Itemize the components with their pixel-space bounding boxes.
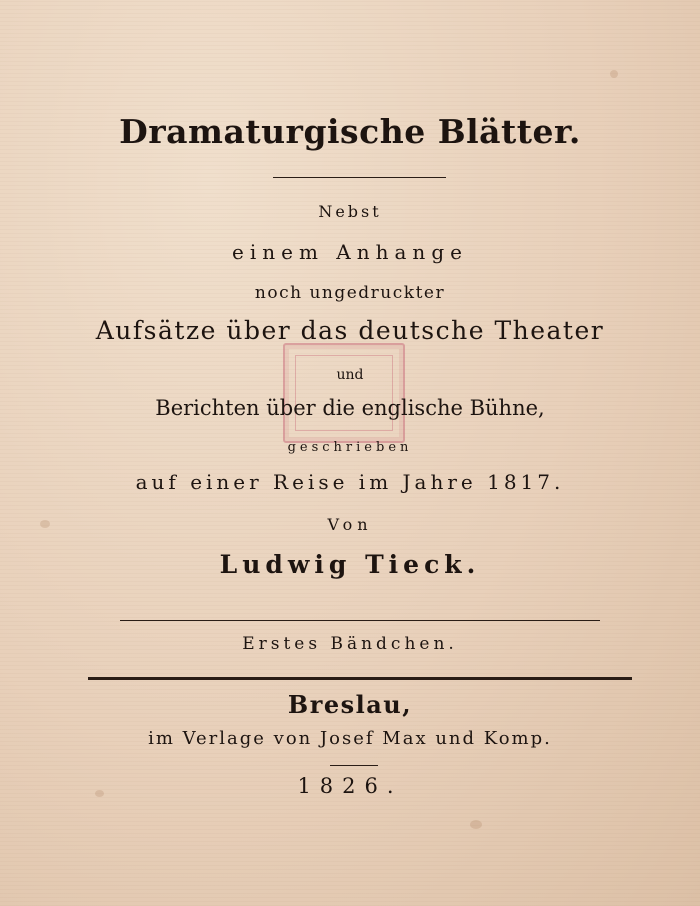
volume-rule — [120, 620, 600, 621]
title-rule — [273, 177, 446, 178]
volume-label: Erstes Bändchen. — [242, 634, 458, 654]
byline-von: Von — [327, 515, 373, 534]
subtitle-ungedruckter: noch ungedruckter — [254, 283, 446, 303]
library-stamp — [283, 343, 405, 443]
foxing-spot — [470, 820, 482, 829]
subtitle-geschrieben: geschrieben — [287, 440, 413, 455]
imprint-place: Breslau, — [287, 690, 413, 719]
subtitle-berichten: Berichten über die englische Bühne, — [155, 396, 545, 420]
book-title: Dramaturgische Blätter. — [119, 112, 581, 151]
imprint-publisher: im Verlage von Josef Max und Komp. — [148, 728, 552, 749]
author-name: Ludwig Tieck. — [219, 550, 481, 579]
subtitle-anhang: einem Anhange — [232, 240, 468, 264]
subtitle-aufsaetze: Aufsätze über das deutsche Theater — [95, 316, 605, 345]
subtitle-nebst: Nebst — [318, 202, 382, 221]
year-rule — [330, 765, 378, 766]
imprint-rule — [88, 677, 632, 680]
foxing-spot — [610, 70, 618, 78]
imprint-year: 1826. — [297, 774, 403, 798]
subtitle-und: und — [336, 367, 364, 383]
subtitle-reise: auf einer Reise im Jahre 1817. — [135, 470, 565, 494]
